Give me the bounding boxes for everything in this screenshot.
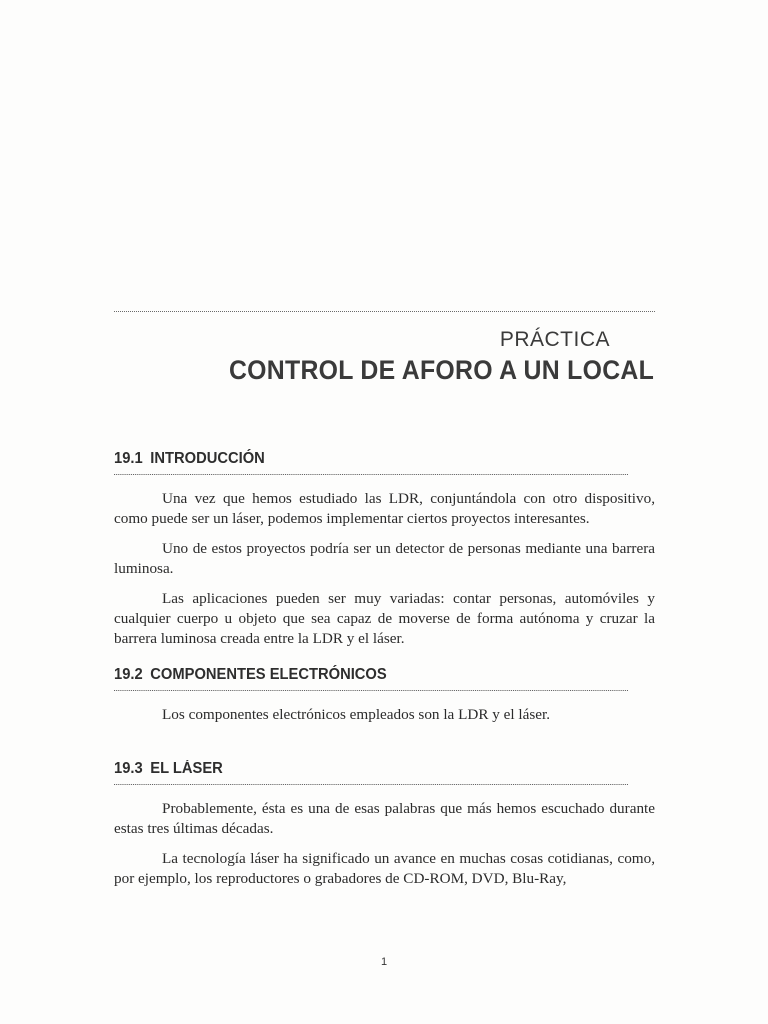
section-title: EL LÁSER — [150, 760, 223, 777]
section-heading — [114, 760, 628, 785]
section-heading — [114, 666, 628, 691]
top-dotted-rule — [114, 311, 655, 312]
section-components — [114, 666, 655, 735]
practice-label: PRÁCTICA — [499, 328, 610, 351]
section-title: INTRODUCCIÓN — [150, 450, 265, 467]
paragraph: Las aplicaciones pueden ser muy variadas: contar personas, automóviles y cualquier cuerpo u objeto que sea capaz de moverse de forma autónoma y cruzar la barrera luminosa creada entre la LDR y el láser. — [114, 590, 655, 647]
section-number: 19.1 — [114, 450, 143, 467]
section-introduction — [114, 450, 655, 659]
paragraph: Una vez que hemos estudiado las LDR, conjuntándola con otro dispositivo, como puede ser un láser, podemos implementar ciertos proyectos interesantes. — [114, 490, 655, 527]
section-heading — [114, 450, 628, 475]
page-number: 1 — [380, 956, 388, 968]
paragraph: La tecnología láser ha significado un avance en muchas cosas cotidianas, como, por ejemplo, los reproductores o grabadores de CD-ROM, DVD, Blu-Ray, — [114, 850, 655, 887]
chapter-title: CONTROL DE AFORO A UN LOCAL — [228, 355, 654, 385]
section-title: COMPONENTES ELECTRÓNICOS — [150, 666, 387, 683]
paragraph: Los componentes electrónicos empleados son la LDR y el láser. — [162, 706, 551, 723]
section-laser — [114, 760, 655, 899]
section-number: 19.2 — [114, 666, 143, 683]
section-number: 19.3 — [114, 760, 143, 777]
paragraph: Uno de estos proyectos podría ser un detector de personas mediante una barrera luminosa. — [114, 540, 655, 577]
paragraph: Probablemente, ésta es una de esas palabras que más hemos escuchado durante estas tres últimas décadas. — [114, 800, 655, 837]
